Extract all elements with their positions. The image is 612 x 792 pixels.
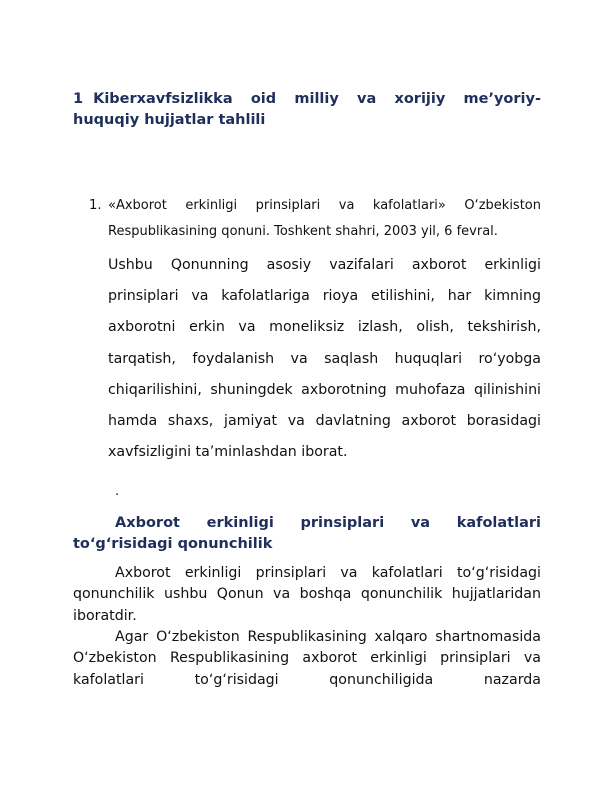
separator-dot: . <box>115 484 120 499</box>
section-title: Kiberxavfsizlikka oid milliy va xorijiy me’yoriy-huquqiy hujjatlar tahlili <box>73 91 541 128</box>
law-summary-paragraph: Ushbu Qonunning asosiy vazifalari axborot erkinligi prinsiplari va kafolatlariga rioya etilishini, har kimning axborotni erkin va moneliksiz izlash, olish, tekshirish, tarqatish, foydalanish va saqlash huquqlari ro‘yobga chiqarilishini, shuningdek axborotning muhofaza qilinishini hamda shaxs, jamiyat va davlatning axborot borasidagi xavfsizligini ta’minlashdan iborat. <box>108 257 541 461</box>
law-reference <box>108 193 541 245</box>
subsection-heading-line-2: to‘g‘risidagi qonunchilik <box>73 536 273 552</box>
law-reference-line-1: «Axborot erkinligi prinsiplari va kafolatlari» O‘zbekiston <box>108 198 541 213</box>
law-reference-line-2: Respublikasining qonuni. Toshkent shahri, 2003 yil, 6 fevral. <box>108 224 498 239</box>
subsection-heading <box>73 513 541 555</box>
subsection-heading-line-1: Axborot erkinligi prinsiplari va kafolatlari <box>115 515 541 531</box>
body-paragraph: Axborot erkinligi prinsiplari va kafolatlari to‘g‘risidagi qonunchilik ushbu Qonun va boshqa qonunchilik hujjatlaridan iboratdir. <box>73 565 541 624</box>
list-item <box>89 193 541 245</box>
section-heading <box>73 89 541 131</box>
section-number: 1 <box>73 91 84 107</box>
list-marker: 1. <box>89 198 102 213</box>
body-paragraph: Agar O‘zbekiston Respublikasining xalqaro shartnomasida O‘zbekiston Respublikasining axborot erkinligi prinsiplari va kafolatlari to‘g‘risidagi qonunchiligida nazarda <box>73 629 541 688</box>
